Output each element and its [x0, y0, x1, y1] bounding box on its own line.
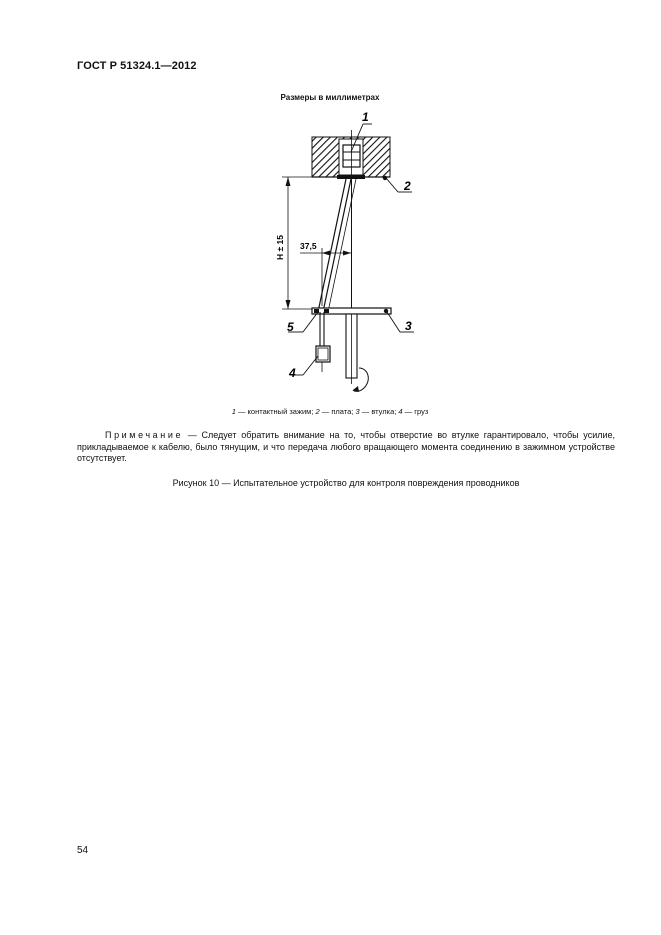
document-header: ГОСТ Р 51324.1—2012: [77, 60, 197, 72]
rod: [346, 314, 368, 392]
note-text: — Следует обратить внимание на то, чтобы отверстие во втулке гарантировало, чтобы усилие, прикладываемое к кабелю, было тянущим, и что передача любого вращающего момента соединению в зажимном устройстве отсутствует.: [77, 430, 615, 464]
note-paragraph: [77, 430, 615, 465]
callout-2: 2: [404, 179, 411, 193]
callout-5: 5: [287, 320, 294, 334]
offset-dimension-label: 37,5: [300, 241, 317, 251]
note-label: Примечание: [105, 430, 184, 440]
figure-legend: 1 — контактный зажим; 2 — плата; 3 — втулка; 4 — груз: [231, 407, 429, 416]
dimensions-caption: Размеры в миллиметрах: [280, 93, 380, 102]
page-number: 54: [77, 845, 89, 856]
callout-1: 1: [362, 110, 369, 124]
callout-4: 4: [289, 366, 296, 380]
weight: [316, 346, 330, 362]
callout-3: 3: [405, 319, 412, 333]
cable-lower: [320, 312, 324, 372]
figure-caption: Рисунок 10 — Испытательное устройство для контроля повреждения проводников: [172, 478, 520, 488]
cable: [318, 179, 356, 312]
h-dimension-label: H ± 15: [275, 235, 285, 260]
